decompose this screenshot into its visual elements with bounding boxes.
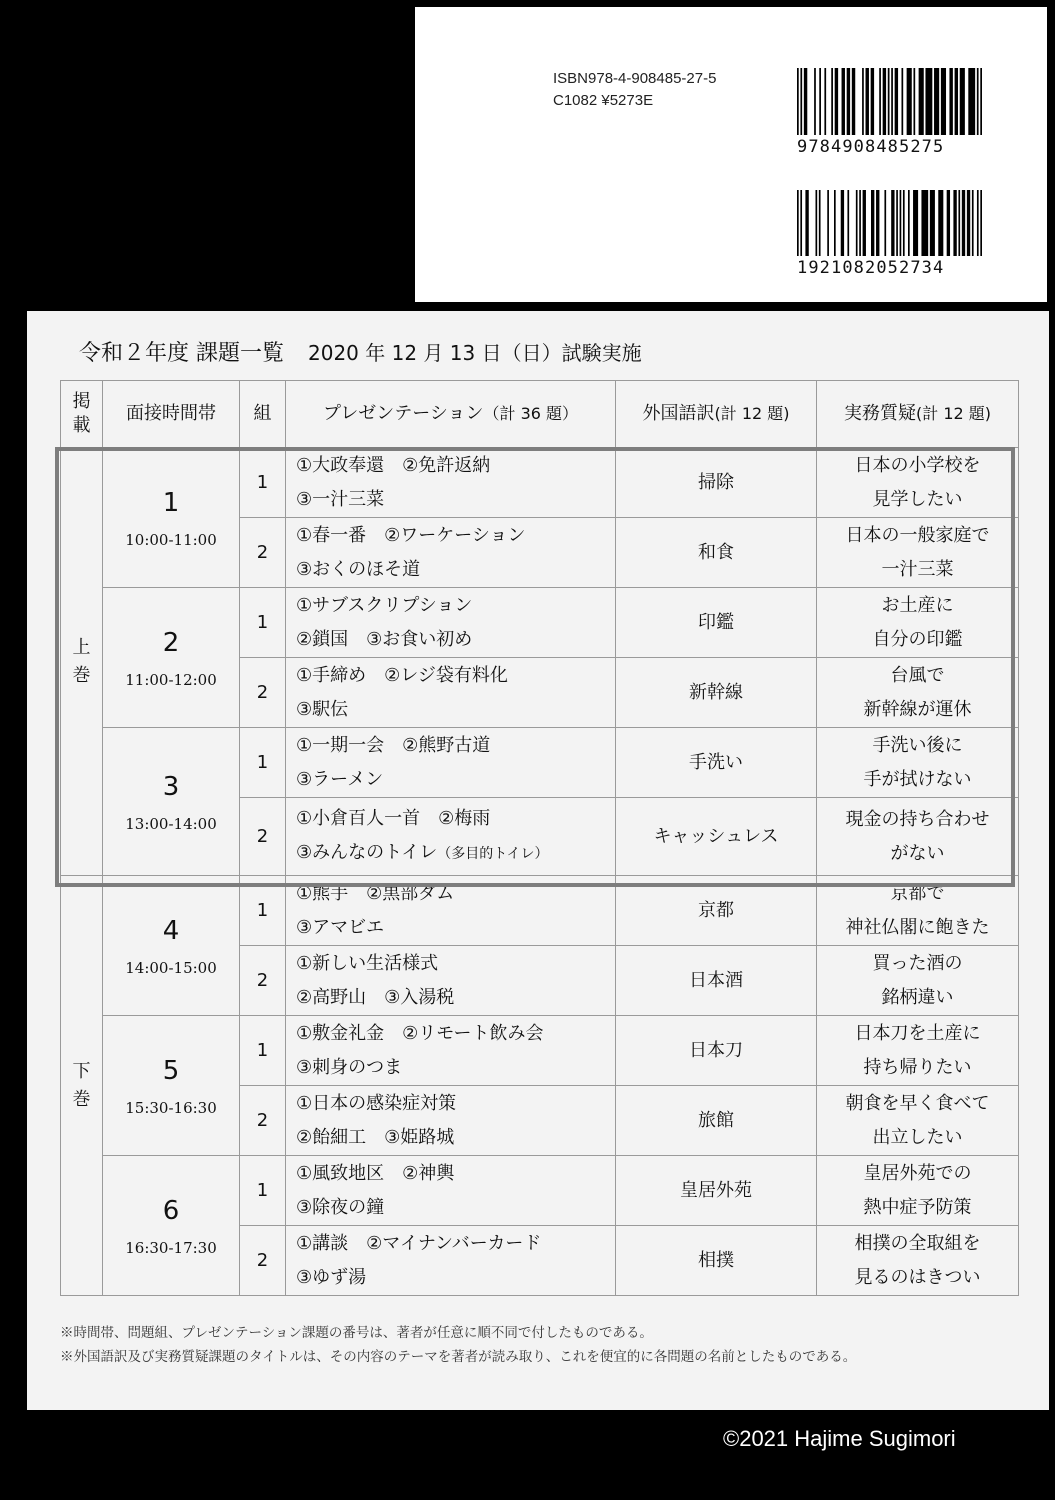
presentation-topics xyxy=(286,1226,616,1296)
slot-time: 13:00-14:00 xyxy=(125,814,217,833)
barcode-bar xyxy=(891,68,893,135)
presentation-topics xyxy=(286,876,616,946)
barcode-bar xyxy=(827,190,829,256)
presentation-line-1: ①日本の感染症対策 xyxy=(296,1092,457,1114)
barcode-bar xyxy=(955,68,958,135)
presentation-topics xyxy=(286,658,616,728)
barcode-bar xyxy=(960,68,965,135)
practical-question xyxy=(817,588,1019,658)
question-line-2: 新幹線が運休 xyxy=(863,698,972,720)
time-slot-cell xyxy=(103,1016,240,1156)
volume-upper: 上 巻 xyxy=(61,448,103,876)
question-line-1: 京都で xyxy=(890,882,945,904)
group-number: 2 xyxy=(240,658,286,728)
table-row xyxy=(61,876,1019,946)
presentation-topics xyxy=(286,1156,616,1226)
question-line-1: 手洗い後に xyxy=(872,734,963,756)
time-slot-cell xyxy=(103,448,240,588)
barcode-bar xyxy=(883,68,886,135)
barcode-bar xyxy=(871,190,874,256)
barcode-bar xyxy=(862,68,864,135)
barcode-bar xyxy=(896,190,898,256)
group-number: 2 xyxy=(240,1086,286,1156)
slot-time: 14:00-15:00 xyxy=(125,958,217,977)
slot-number: 3 xyxy=(162,771,180,802)
slot-time: 11:00-12:00 xyxy=(125,670,217,689)
barcode-bar xyxy=(847,68,850,135)
barcode-bar xyxy=(925,68,932,135)
isbn-barcode-box xyxy=(415,7,1047,302)
topics-table xyxy=(60,380,1019,1296)
header-qa: 実務質疑(計 12 題) xyxy=(817,381,1019,448)
barcode-bar xyxy=(834,190,836,256)
barcode-bar xyxy=(824,68,826,135)
barcode-bar xyxy=(847,190,849,256)
slot-number: 1 xyxy=(162,487,180,518)
question-line-1: 相撲の全取組を xyxy=(854,1232,981,1254)
header-vol: 掲 載 xyxy=(61,381,103,448)
barcode-bar xyxy=(804,68,807,135)
presentation-line-1: ①新しい生活様式 xyxy=(296,952,439,974)
presentation-note: （多目的トイレ） xyxy=(437,846,549,862)
barcode-bar xyxy=(962,190,965,256)
presentation-topics xyxy=(286,518,616,588)
barcode-price xyxy=(797,190,982,278)
question-line-1: 日本の一般家庭で xyxy=(845,524,990,546)
barcode-bar xyxy=(953,190,956,256)
footnote-2: ※外国語訳及び実務質疑課題のタイトルは、その内容のテーマを著者が読み取り、これを便宜的に各問題の名前としたものである。 xyxy=(60,1349,857,1365)
group-number: 2 xyxy=(240,518,286,588)
barcode-bar xyxy=(805,190,808,256)
barcode-bar xyxy=(814,68,816,135)
time-slot-cell xyxy=(103,728,240,876)
barcode-bar xyxy=(908,190,910,256)
question-line-2: 自分の印鑑 xyxy=(872,628,963,650)
barcode-bar xyxy=(901,68,903,135)
practical-question xyxy=(817,798,1019,876)
barcode-bar xyxy=(977,68,979,135)
presentation-line-2: ③除夜の鐘 xyxy=(296,1196,385,1218)
barcode-bar xyxy=(884,190,886,256)
table-header-row xyxy=(61,381,1019,448)
barcode-bar xyxy=(856,190,858,256)
question-line-1: 朝食を早く食べて xyxy=(845,1092,990,1114)
presentation-line-2: ③刺身のつま xyxy=(296,1056,403,1078)
header-group: 組 xyxy=(240,381,286,448)
translation-topic: 旅館 xyxy=(616,1086,817,1156)
time-slot-cell xyxy=(103,588,240,728)
barcode-bar xyxy=(919,68,924,135)
barcode-bar xyxy=(852,68,855,135)
presentation-line-2: ②飴細工 ③姫路城 xyxy=(296,1126,455,1148)
barcode-bar xyxy=(980,190,982,256)
table-row xyxy=(61,448,1019,518)
slot-number: 4 xyxy=(162,915,180,946)
group-number: 1 xyxy=(240,588,286,658)
practical-question xyxy=(817,518,1019,588)
question-line-2: 熱中症予防策 xyxy=(863,1196,972,1218)
barcode-bar xyxy=(895,68,898,135)
practical-question xyxy=(817,946,1019,1016)
group-number: 1 xyxy=(240,1016,286,1086)
price-code: C1082 ¥5273E xyxy=(553,92,654,109)
translation-topic: 掃除 xyxy=(616,448,817,518)
presentation-line-1: ①熊手 ②黒部ダム xyxy=(296,882,455,904)
barcode-bar xyxy=(949,68,952,135)
title-main: 令和２年度 課題一覧 xyxy=(79,341,284,366)
slot-time: 16:30-17:30 xyxy=(125,1238,217,1257)
slot-number: 6 xyxy=(162,1195,180,1226)
practical-question xyxy=(817,1226,1019,1296)
barcode-bar xyxy=(972,190,974,256)
slot-time: 15:30-16:30 xyxy=(125,1098,217,1117)
presentation-line-1: ①敷金礼金 ②リモート飲み会 xyxy=(296,1022,544,1044)
table-row xyxy=(61,1016,1019,1086)
presentation-line-1: ①春一番 ②ワーケーション xyxy=(296,524,526,546)
presentation-line-2: ③一汁三菜 xyxy=(296,488,385,510)
group-number: 2 xyxy=(240,798,286,876)
practical-question xyxy=(817,876,1019,946)
barcode-bar xyxy=(967,190,970,256)
barcode-bar xyxy=(863,190,866,256)
question-line-2: 見学したい xyxy=(872,488,963,510)
slot-time: 10:00-11:00 xyxy=(125,530,217,549)
barcode-bar xyxy=(903,190,905,256)
practical-question xyxy=(817,448,1019,518)
presentation-line-2: ②高野山 ③入湯税 xyxy=(296,986,455,1008)
translation-topic: 京都 xyxy=(616,876,817,946)
group-number: 1 xyxy=(240,728,286,798)
table-row xyxy=(61,588,1019,658)
group-number: 2 xyxy=(240,1226,286,1296)
question-line-1: 買った酒の xyxy=(872,952,963,974)
header-slot: 面接時間帯 xyxy=(103,381,240,448)
question-line-2: 銘柄違い xyxy=(881,986,954,1008)
question-line-2: 神社仏閣に飽きた xyxy=(845,916,990,938)
barcode-bar xyxy=(938,190,943,256)
table-row xyxy=(61,1156,1019,1226)
practical-question xyxy=(817,1086,1019,1156)
barcode-isbn-bars xyxy=(797,68,982,135)
translation-topic: 相撲 xyxy=(616,1226,817,1296)
footnote-1: ※時間帯、問題組、プレゼンテーション課題の番号は、著者が任意に順不同で付したものである。 xyxy=(60,1325,653,1341)
time-slot-cell xyxy=(103,876,240,1016)
barcode-bar xyxy=(930,190,935,256)
translation-topic: 新幹線 xyxy=(616,658,817,728)
title-date: 2020 年 12 月 13 日（日）試験実施 xyxy=(308,341,642,365)
isbn-number: ISBN978-4-908485-27-5 xyxy=(553,70,717,87)
presentation-line-2: ③ラーメン xyxy=(296,768,384,790)
presentation-line-1: ①一期一会 ②熊野古道 xyxy=(296,734,491,756)
question-line-2: がない xyxy=(890,842,945,864)
barcode-bar xyxy=(913,190,918,256)
practical-question xyxy=(817,1156,1019,1226)
presentation-line-2: ③みんなのトイレ（多目的トイレ） xyxy=(296,842,549,863)
barcode-price-bars xyxy=(797,190,982,256)
barcode-bar xyxy=(879,68,881,135)
barcode-bar xyxy=(934,68,939,135)
barcode-bar xyxy=(797,68,799,135)
group-number: 2 xyxy=(240,946,286,1016)
translation-topic: 皇居外苑 xyxy=(616,1156,817,1226)
slot-number: 5 xyxy=(162,1055,180,1086)
barcode-isbn xyxy=(797,68,982,157)
barcode-bar xyxy=(816,190,818,256)
translation-topic: 日本酒 xyxy=(616,946,817,1016)
barcode-bar xyxy=(977,190,979,256)
question-line-1: 日本の小学校を xyxy=(854,454,981,476)
table-row xyxy=(61,728,1019,798)
header-trans: 外国語訳(計 12 題) xyxy=(616,381,817,448)
barcode-bar xyxy=(891,190,894,256)
translation-topic: 手洗い xyxy=(616,728,817,798)
question-line-2: 持ち帰りたい xyxy=(863,1056,972,1078)
presentation-line-2: ③駅伝 xyxy=(296,698,349,720)
volume-lower: 下 巻 xyxy=(61,876,103,1296)
group-number: 1 xyxy=(240,1156,286,1226)
page-title xyxy=(79,336,642,367)
practical-question xyxy=(817,1016,1019,1086)
barcode-bar xyxy=(980,68,982,135)
barcode-bar xyxy=(921,190,928,256)
barcode-bar xyxy=(871,68,874,135)
barcode-bar xyxy=(907,68,912,135)
barcode-bar xyxy=(800,190,802,256)
presentation-line-1: ①小倉百人一首 ②梅雨 xyxy=(296,808,491,829)
barcode-bar xyxy=(900,190,902,256)
question-line-2: 手が拭けない xyxy=(863,768,972,790)
time-slot-cell xyxy=(103,1156,240,1296)
barcode-bar xyxy=(913,68,915,135)
translation-topic: 印鑑 xyxy=(616,588,817,658)
barcode-bar xyxy=(819,190,821,256)
barcode-isbn-digits: 9784908485275 xyxy=(797,137,945,157)
barcode-bar xyxy=(831,68,833,135)
barcode-bar xyxy=(800,68,802,135)
barcode-bar xyxy=(958,190,960,256)
practical-question xyxy=(817,658,1019,728)
presentation-topics xyxy=(286,1086,616,1156)
presentation-topics xyxy=(286,728,616,798)
barcode-price-digits: 1921082052734 xyxy=(797,258,945,278)
barcode-bar xyxy=(835,68,838,135)
presentation-line-1: ①大政奉還 ②免許返納 xyxy=(296,454,491,476)
barcode-bar xyxy=(819,68,821,135)
presentation-topics xyxy=(286,1016,616,1086)
barcode-bar xyxy=(797,190,799,256)
barcode-bar xyxy=(859,190,861,256)
header-pres: プレゼンテーション（計 36 題） xyxy=(286,381,616,448)
presentation-line-2: ③アマビエ xyxy=(296,916,385,938)
question-line-2: 出立したい xyxy=(872,1126,963,1148)
question-line-1: お土産に xyxy=(881,594,954,616)
translation-topic: 日本刀 xyxy=(616,1016,817,1086)
translation-topic: 和食 xyxy=(616,518,817,588)
presentation-topics xyxy=(286,588,616,658)
exam-topics-panel xyxy=(27,311,1049,1410)
question-line-1: 日本刀を土産に xyxy=(854,1022,981,1044)
presentation-line-1: ①風致地区 ②神輿 xyxy=(296,1162,455,1184)
question-line-2: 見るのはきつい xyxy=(854,1266,981,1288)
presentation-line-2: ③おくのほそ道 xyxy=(296,558,421,580)
barcode-bar xyxy=(941,68,946,135)
group-number: 1 xyxy=(240,448,286,518)
presentation-line-1: ①手締め ②レジ袋有料化 xyxy=(296,664,508,686)
presentation-line-2: ③ゆず湯 xyxy=(296,1266,367,1288)
presentation-topics xyxy=(286,946,616,1016)
question-line-1: 台風で xyxy=(890,664,945,686)
barcode-bar xyxy=(866,68,869,135)
slot-number: 2 xyxy=(162,627,180,658)
barcode-bar xyxy=(947,190,950,256)
copyright: ©2021 Hajime Sugimori xyxy=(723,1426,956,1451)
question-line-2: 一汁三菜 xyxy=(881,558,954,580)
barcode-bar xyxy=(842,68,845,135)
question-line-1: 現金の持ち合わせ xyxy=(845,808,990,830)
barcode-bar xyxy=(968,68,975,135)
barcode-bar xyxy=(841,190,844,256)
barcode-bar xyxy=(876,190,879,256)
translation-topic: キャッシュレス xyxy=(616,798,817,876)
presentation-line-1: ①サブスクリプション xyxy=(296,594,473,616)
question-line-1: 皇居外苑での xyxy=(863,1162,972,1184)
presentation-line-1: ①講談 ②マイナンバーカード xyxy=(296,1232,542,1254)
presentation-topics xyxy=(286,798,616,876)
barcode-bar xyxy=(888,68,890,135)
group-number: 1 xyxy=(240,876,286,946)
practical-question xyxy=(817,728,1019,798)
presentation-topics xyxy=(286,448,616,518)
presentation-line-2: ②鎖国 ③お食い初め xyxy=(296,628,473,650)
